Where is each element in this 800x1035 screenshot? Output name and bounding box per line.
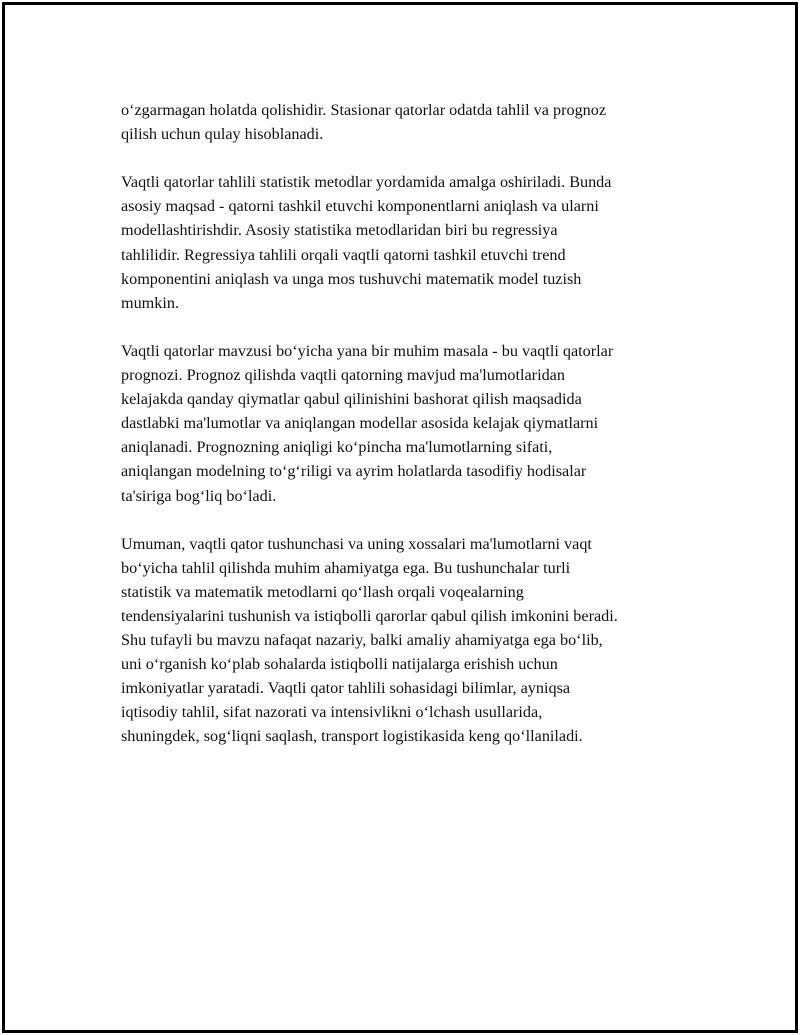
text-line: shuningdek, sog‘liqni saqlash, transport logistikasida keng qo‘llaniladi. — [121, 727, 583, 746]
text-line: tahlilidir. Regressiya tahlili orqali vaqtli qatorni tashkil etuvchi trend — [121, 245, 566, 264]
text-line: o‘zgarmagan holatda qolishidir. Stasionar qatorlar odatda tahlil va prognoz — [121, 101, 607, 119]
paragraph-1 — [121, 98, 701, 146]
text-line: Vaqtli qatorlar tahlili statistik metodlar yordamida amalga oshiriladi. Bunda — [121, 173, 612, 192]
text-line: dastlabki ma'lumotlar va aniqlangan modellar asosida kelajak qiymatlarni — [121, 414, 599, 433]
text-line: qilish uchun qulay hisoblanadi. — [121, 125, 324, 144]
page-frame — [2, 2, 798, 1033]
text-line: aniqlanadi. Prognozning aniqligi ko‘pincha ma'lumotlarning sifati, — [121, 438, 553, 457]
text-line: iqtisodiy tahlil, sifat nazorati va intensivlikni o‘lchash usullarida, — [121, 703, 543, 722]
text-line: imkoniyatlar yaratadi. Vaqtli qator tahlili sohasidagi bilimlar, ayniqsa — [121, 679, 571, 698]
text-line: ta'siriga bog‘liq bo‘ladi. — [121, 486, 277, 505]
text-line: Vaqtli qatorlar mavzusi bo‘yicha yana bir muhim masala - bu vaqtli qatorlar — [121, 341, 614, 360]
text-line: statistik va matematik metodlarni qo‘llash orqali voqealarning — [121, 582, 524, 601]
text-line: tendensiyalarini tushunish va istiqbolli qarorlar qabul qilish imkonini beradi. — [121, 606, 618, 625]
text-line: asosiy maqsad - qatorni tashkil etuvchi komponentlarni aniqlash va ularni — [121, 197, 599, 216]
paragraph-2 — [121, 170, 701, 315]
text-line: komponentini aniqlash va unga mos tushuvchi matematik model tuzish — [121, 269, 582, 288]
document-body — [121, 98, 701, 773]
text-line: kelajakda qanday qiymatlar qabul qilinishini bashorat qilish maqsadida — [121, 390, 582, 409]
text-line: bo‘yicha tahlil qilishda muhim ahamiyatga ega. Bu tushunchalar turli — [121, 558, 571, 577]
text-line: modellashtirishdir. Asosiy statistika metodlaridan biri bu regressiya — [121, 221, 558, 240]
paragraph-4 — [121, 532, 701, 749]
text-line: aniqlangan modelning to‘g‘riligi va ayrim holatlarda tasodifiy hodisalar — [121, 462, 587, 481]
text-line: prognozi. Prognoz qilishda vaqtli qatorning mavjud ma'lumotlaridan — [121, 366, 565, 385]
text-line: mumkin. — [121, 293, 180, 312]
text-line: uni o‘rganish ko‘plab sohalarda istiqbolli natijalarga erishish uchun — [121, 655, 558, 674]
text-line: Umuman, vaqtli qator tushunchasi va uning xossalari ma'lumotlarni vaqt — [121, 534, 592, 553]
paragraph-3 — [121, 339, 701, 508]
text-line: Shu tufayli bu mavzu nafaqat nazariy, balki amaliy ahamiyatga ega bo‘lib, — [121, 631, 603, 650]
